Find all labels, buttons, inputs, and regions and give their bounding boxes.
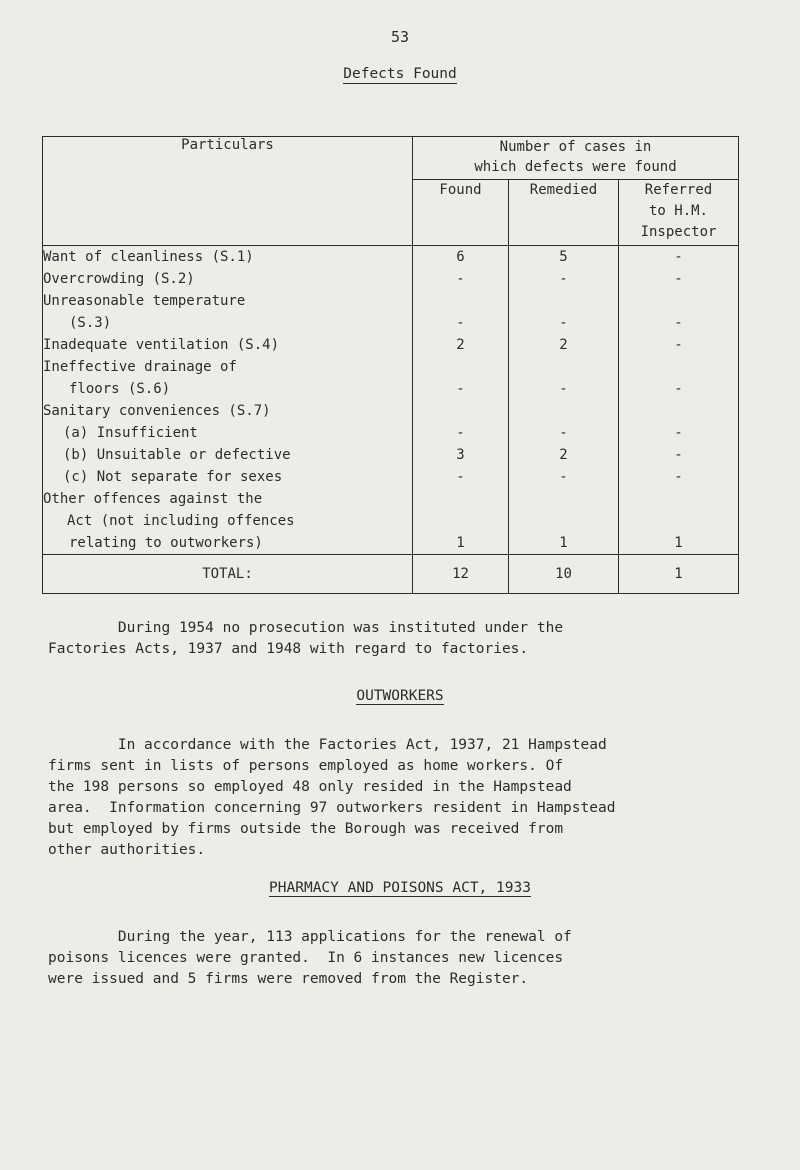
- row-particulars: Sanitary conveniences (S.7): [43, 400, 413, 422]
- row-remedied: 5: [509, 246, 619, 269]
- row-remedied: [509, 510, 619, 532]
- pharmacy-heading-text: PHARMACY AND POISONS ACT, 1933: [269, 880, 531, 896]
- row-particulars: (b) Unsuitable or defective: [43, 444, 413, 466]
- row-found: -: [413, 312, 509, 334]
- row-remedied: -: [509, 268, 619, 290]
- table-row: [43, 488, 739, 510]
- row-remedied: -: [509, 378, 619, 400]
- paragraph-line: During the year, 113 applications for the renewal of: [48, 929, 572, 945]
- row-remedied: -: [509, 466, 619, 488]
- row-remedied: [509, 290, 619, 312]
- row-particulars: relating to outworkers): [43, 532, 413, 555]
- header-remedied: Remedied: [509, 179, 619, 245]
- row-found: 3: [413, 444, 509, 466]
- row-referred: -: [619, 378, 739, 400]
- table-row: [43, 444, 739, 466]
- row-referred: [619, 356, 739, 378]
- row-referred: -: [619, 466, 739, 488]
- row-remedied: [509, 356, 619, 378]
- row-found: -: [413, 466, 509, 488]
- outworkers-paragraph: [48, 735, 738, 861]
- row-particulars: Want of cleanliness (S.1): [43, 246, 413, 269]
- row-remedied: -: [509, 312, 619, 334]
- row-referred: -: [619, 422, 739, 444]
- header-referred: [619, 179, 739, 245]
- header-particulars: Particulars: [43, 137, 413, 246]
- row-referred: [619, 510, 739, 532]
- prosecution-paragraph: [48, 618, 738, 660]
- header-referred-line1: Referred: [644, 181, 713, 198]
- total-label: TOTAL:: [43, 555, 413, 594]
- table-row: [43, 290, 739, 312]
- row-found: [413, 400, 509, 422]
- row-found: [413, 290, 509, 312]
- row-found: -: [413, 268, 509, 290]
- row-referred: [619, 488, 739, 510]
- header-group-line2: which defects were found: [474, 159, 677, 175]
- header-referred-line2: to H.M.: [648, 202, 708, 219]
- row-found: 1: [413, 532, 509, 555]
- table-row: [43, 532, 739, 555]
- paragraph-line: but employed by firms outside the Borough was received from: [48, 821, 564, 837]
- total-found: 12: [413, 555, 509, 594]
- paragraph-line: In accordance with the Factories Act, 1937, 21 Hampstead: [48, 737, 607, 753]
- paragraph-line: other authorities.: [48, 842, 206, 858]
- paragraph-line: Factories Acts, 1937 and 1948 with regard to factories.: [48, 641, 529, 657]
- pharmacy-paragraph: [48, 927, 738, 990]
- row-remedied: 2: [509, 444, 619, 466]
- row-found: [413, 510, 509, 532]
- header-number-of-cases: [413, 137, 739, 180]
- table-body: [43, 246, 739, 555]
- row-referred: 1: [619, 532, 739, 555]
- row-particulars: (c) Not separate for sexes: [43, 466, 413, 488]
- row-particulars: Unreasonable temperature: [43, 290, 413, 312]
- row-referred: [619, 290, 739, 312]
- paragraph-line: area. Information concerning 97 outworkers resident in Hampstead: [48, 800, 616, 816]
- table-row: [43, 422, 739, 444]
- row-particulars: Ineffective drainage of: [43, 356, 413, 378]
- row-particulars: (S.3): [43, 312, 413, 334]
- row-found: [413, 488, 509, 510]
- defects-table: [42, 136, 739, 594]
- header-group-line1: Number of cases in: [499, 139, 652, 155]
- table-row: [43, 312, 739, 334]
- table-row: [43, 246, 739, 269]
- header-found: Found: [413, 179, 509, 245]
- row-particulars: Inadequate ventilation (S.4): [43, 334, 413, 356]
- row-found: 6: [413, 246, 509, 269]
- paragraph-line: firms sent in lists of persons employed as home workers. Of: [48, 758, 564, 774]
- table-row: [43, 268, 739, 290]
- page-number: 53: [390, 28, 410, 46]
- row-remedied: 2: [509, 334, 619, 356]
- total-referred: 1: [619, 555, 739, 594]
- table-row: [43, 510, 739, 532]
- row-particulars: Other offences against the: [43, 488, 413, 510]
- table-title: [0, 66, 800, 84]
- table-row: [43, 400, 739, 422]
- paragraph-line: poisons licences were granted. In 6 instances new licences: [48, 950, 564, 966]
- table-row: [43, 334, 739, 356]
- row-particulars: floors (S.6): [43, 378, 413, 400]
- row-referred: -: [619, 444, 739, 466]
- row-found: 2: [413, 334, 509, 356]
- row-referred: -: [619, 268, 739, 290]
- row-referred: -: [619, 334, 739, 356]
- paragraph-line: the 198 persons so employed 48 only resided in the Hampstead: [48, 779, 572, 795]
- row-found: [413, 356, 509, 378]
- row-particulars: Act (not including offences: [43, 510, 413, 532]
- row-found: -: [413, 422, 509, 444]
- total-remedied: 10: [509, 555, 619, 594]
- table-row: [43, 378, 739, 400]
- header-referred-line3: Inspector: [640, 223, 717, 240]
- row-remedied: -: [509, 422, 619, 444]
- row-particulars: (a) Insufficient: [43, 422, 413, 444]
- total-row: [43, 555, 739, 594]
- paragraph-line: were issued and 5 firms were removed from the Register.: [48, 971, 529, 987]
- row-particulars: Overcrowding (S.2): [43, 268, 413, 290]
- row-remedied: [509, 488, 619, 510]
- row-referred: -: [619, 312, 739, 334]
- row-remedied: 1: [509, 532, 619, 555]
- pharmacy-heading: [0, 880, 800, 897]
- row-found: -: [413, 378, 509, 400]
- outworkers-heading: [0, 688, 800, 705]
- row-referred: -: [619, 246, 739, 269]
- table-row: [43, 466, 739, 488]
- row-referred: [619, 400, 739, 422]
- paragraph-line: During 1954 no prosecution was instituted under the: [48, 620, 564, 636]
- outworkers-heading-text: OUTWORKERS: [356, 688, 444, 704]
- row-remedied: [509, 400, 619, 422]
- table-row: [43, 356, 739, 378]
- table-title-text: Defects Found: [343, 66, 457, 82]
